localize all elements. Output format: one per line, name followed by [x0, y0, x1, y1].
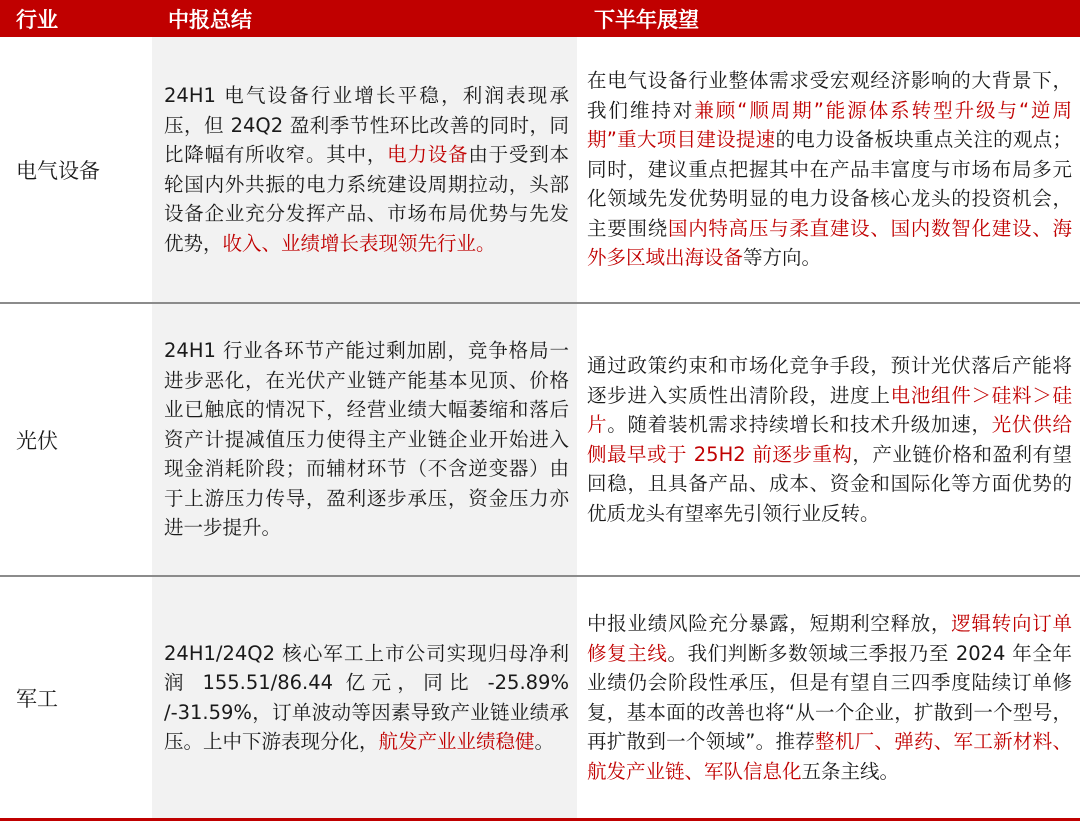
industry-name: 军工 — [0, 576, 152, 820]
highlight-text: 电力设备 — [387, 143, 469, 166]
highlight-text: 兼顾“顺周期”能源体系转型升级与“逆周期”重大项目建设提速 — [587, 98, 1072, 152]
header-h1-summary: 中报总结 — [152, 0, 578, 37]
body-text: 24H1/24Q2 核心军工上市公司实现归母净利润 155.51/86.44 亿元，同比 -25.89% /-31.59%，订单波动等因素导致产业链业绩承压。上中下游表现分化， — [164, 641, 569, 753]
body-text: 。我们判断多数领域三季报乃至 2024 年全年业绩仍会阶段性承压，但是有望自三四季度陆续订单修复，基本面的改善也将“从一个企业，扩散到一个型号，再扩散到一个领域”。推荐 — [587, 641, 1072, 753]
body-text: 的电力设备板块重点关注的观点；同时，建议重点把握其中在产品丰富度与市场布局多元化领域先发优势明显的电力设备核心龙头的投资机会，主要围绕 — [587, 128, 1072, 240]
body-text: 通过政策约束和市场化竞争手段，预计光伏落后产能将逐步进入实质性出清阶段，进度上 — [587, 354, 1072, 407]
outlook-text — [587, 609, 1072, 786]
body-text: 。 — [534, 730, 555, 753]
industry-name: 光伏 — [0, 303, 152, 576]
outlook-cell — [578, 37, 1080, 303]
highlight-text: 收入、业绩增长表现领先行业。 — [222, 231, 496, 255]
outlook-text — [587, 66, 1072, 273]
table-row — [0, 37, 1080, 303]
body-text: ，产业链价格和盈利有望回稳，且具备产品、成本、资金和国际化等方面优势的优质龙头有望率先引领行业反转。 — [587, 442, 1072, 525]
outlook-text — [587, 351, 1072, 528]
highlight-text: 逻辑转向订单修复主线 — [587, 612, 1072, 665]
outlook-cell — [578, 576, 1080, 820]
header-h2-outlook: 下半年展望 — [578, 0, 1080, 37]
industry-name: 电气设备 — [0, 37, 152, 303]
summary-text — [164, 639, 569, 757]
body-text: 五条主线。 — [801, 759, 900, 783]
body-text: 。随着装机需求持续增长和技术升级加速， — [607, 413, 992, 436]
highlight-text: 整机厂、弹药、军工新材料、航发产业链、军队信息化 — [587, 730, 1072, 783]
summary-text — [164, 81, 569, 258]
table-header-row — [0, 0, 1080, 37]
table-row — [0, 303, 1080, 576]
table-row — [0, 576, 1080, 820]
outlook-cell — [578, 303, 1080, 576]
highlight-text: 航发产业业绩稳健 — [378, 730, 535, 753]
body-text: 等方向。 — [743, 246, 822, 270]
body-text: 24H1 行业各环节产能过剩加剧，竞争格局一进步恶化，在光伏产业链产能基本见顶、价格业已触底的情况下，经营业绩大幅萎缩和落后资产计提减值压力使得主产业链企业开始进入现金消耗阶段；而辅材环节（不含逆变器）由于上游压力传导，盈利逐步承压，资金压力亦进一步提升。 — [164, 339, 569, 540]
summary-cell — [152, 576, 578, 820]
highlight-text: 电池组件＞硅料＞硅片 — [587, 383, 1072, 436]
highlight-text: 国内特高压与柔直建设、国内数智化建设、海外多区域出海设备 — [587, 216, 1072, 270]
summary-cell — [152, 37, 578, 303]
summary-cell — [152, 303, 578, 576]
body-text: 在电气设备行业整体需求受宏观经济影响的大背景下，我们维持对 — [587, 69, 1072, 122]
highlight-text: 光伏供给侧最早或于 25H2 前逐步重构 — [587, 413, 1072, 466]
body-text: 由于受到本轮国内外共振的电力系统建设周期拉动，头部设备企业充分发挥产品、市场布局优势与先发优势， — [164, 143, 569, 255]
header-industry: 行业 — [0, 0, 152, 37]
body-text: 中报业绩风险充分暴露，短期利空释放， — [587, 612, 952, 635]
summary-text — [164, 336, 569, 543]
body-text: 24H1 电气设备行业增长平稳，利润表现承压，但 24Q2 盈利季节性环比改善的同时，同比降幅有所收窄。其中， — [164, 84, 569, 166]
